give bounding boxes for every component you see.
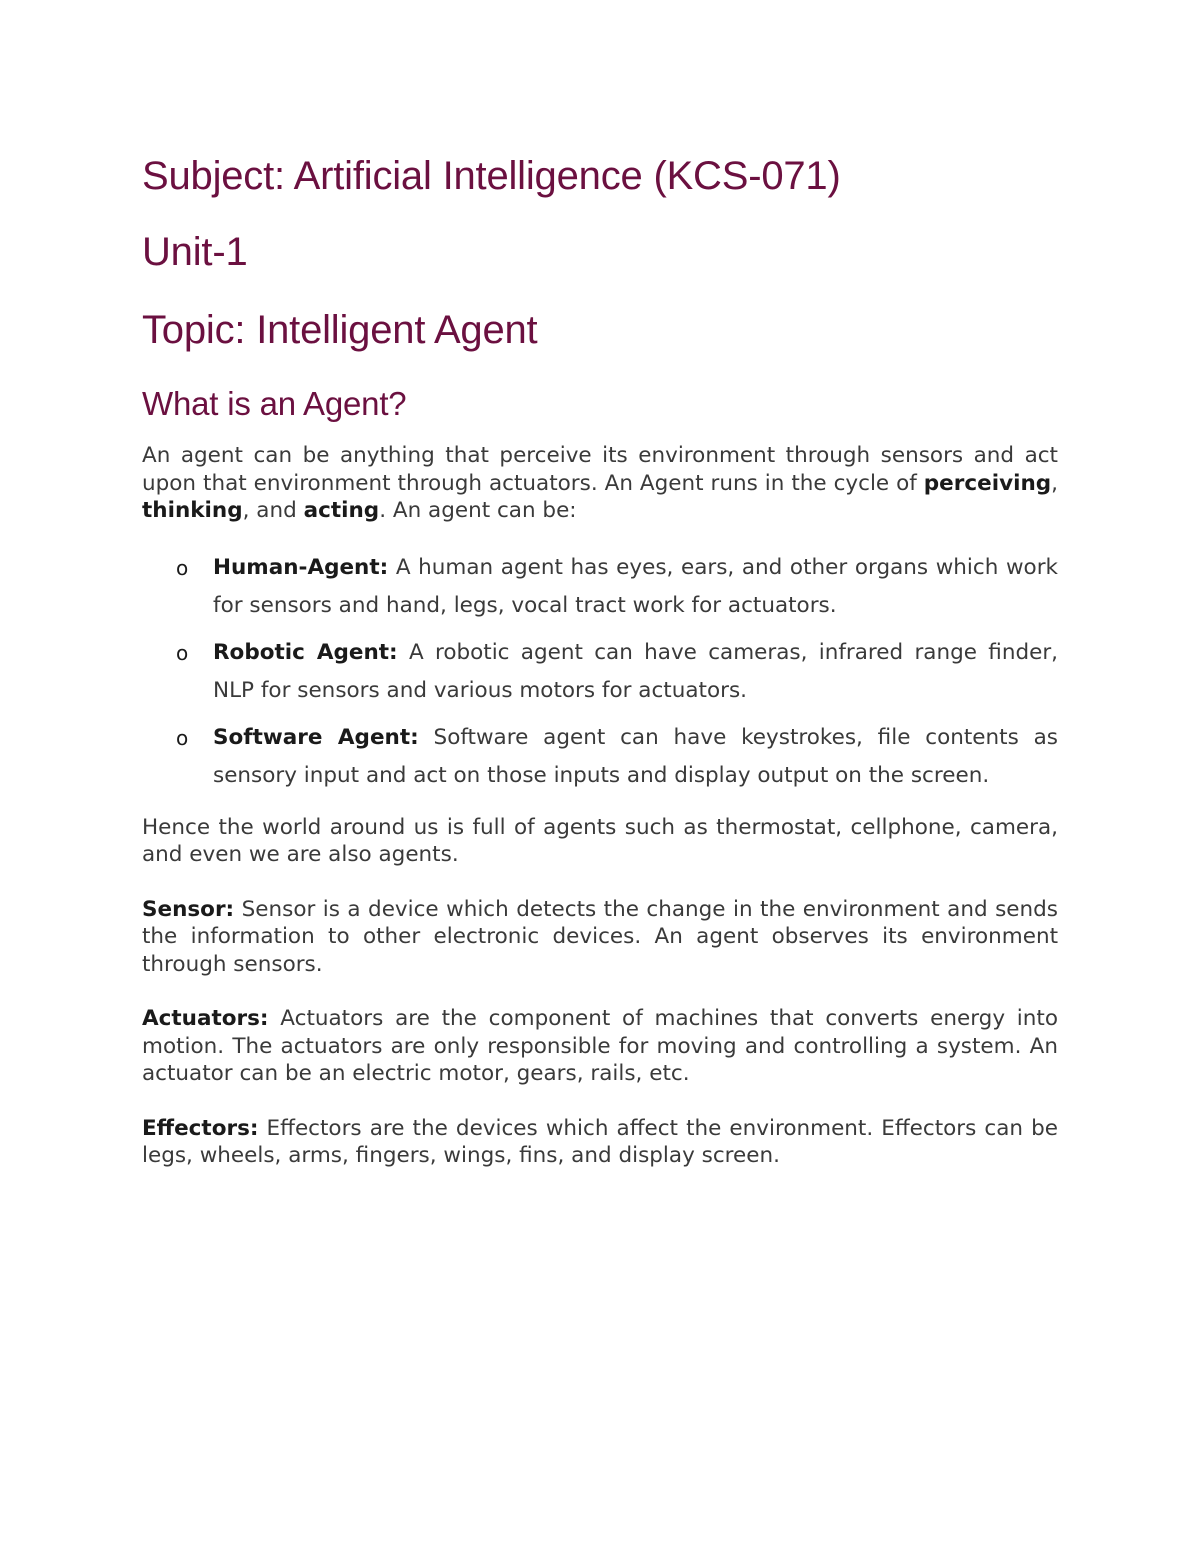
intro-bold-acting: acting xyxy=(303,498,380,523)
intro-separator-2: , and xyxy=(242,498,304,523)
document-content xyxy=(142,150,1058,1170)
bullet-text xyxy=(213,719,1058,796)
actuators-paragraph xyxy=(142,1005,1058,1088)
hence-paragraph: Hence the world around us is full of agents such as thermostat, cellphone, camera, and even we are also agents. xyxy=(142,814,1058,867)
intro-text-part2: . An agent can be: xyxy=(379,498,577,523)
list-item xyxy=(142,634,1058,711)
sensor-description: Sensor is a device which detects the change in the environment and sends the information to other electronic devices. An agent observes its environment through sensors. xyxy=(142,896,1058,977)
intro-separator-1: , xyxy=(1051,470,1058,496)
bullet-description: Software agent can have keystrokes, file contents as sensory input and act on those inputs and display output on the screen. xyxy=(213,724,1058,788)
agent-types-list xyxy=(142,549,1058,796)
bullet-description: A robotic agent can have cameras, infrared range finder, NLP for sensors and various motors for actuators. xyxy=(213,639,1058,703)
list-item xyxy=(142,549,1058,626)
bullet-term: Robotic Agent: xyxy=(213,639,398,665)
bullet-marker-icon: o xyxy=(176,725,189,750)
intro-bold-thinking: thinking xyxy=(142,498,243,523)
bullet-marker-icon: o xyxy=(176,640,189,665)
intro-paragraph xyxy=(142,442,1058,525)
subject-heading: Subject: Artificial Intelligence (KCS-071) xyxy=(142,154,841,198)
intro-bold-perceiving: perceiving xyxy=(923,470,1052,496)
actuators-description: Actuators are the component of machines that converts energy into motion. The actuators are only responsible for moving and controlling a system. An actuator can be an electric motor, gears, rails, etc. xyxy=(142,1006,1058,1086)
bullet-term: Software Agent: xyxy=(213,724,419,750)
topic-heading: Topic: Intelligent Agent xyxy=(142,308,538,352)
bullet-text xyxy=(213,549,1058,626)
actuators-term: Actuators: xyxy=(142,1006,269,1031)
bullet-description: A human agent has eyes, ears, and other organs which work for sensors and hand, legs, vocal tract work for actuators. xyxy=(213,554,1058,618)
bullet-text xyxy=(213,634,1058,711)
sensor-paragraph xyxy=(142,896,1058,979)
list-item xyxy=(142,719,1058,796)
unit-heading: Unit-1 xyxy=(142,230,248,274)
bullet-marker-icon: o xyxy=(176,555,189,580)
effectors-paragraph xyxy=(142,1115,1058,1170)
effectors-description: Effectors are the devices which affect the environment. Effectors can be legs, wheels, arms, fingers, wings, fins, and display screen. xyxy=(142,1115,1058,1168)
bullet-term: Human-Agent: xyxy=(213,554,389,580)
sensor-term: Sensor: xyxy=(142,896,235,922)
effectors-term: Effectors: xyxy=(142,1115,259,1141)
intro-text-part1: An agent can be anything that perceive its environment through sensors and act upon that environment through actuators. An Agent runs in the cycle of xyxy=(142,443,1058,496)
section-heading: What is an Agent? xyxy=(142,385,407,422)
